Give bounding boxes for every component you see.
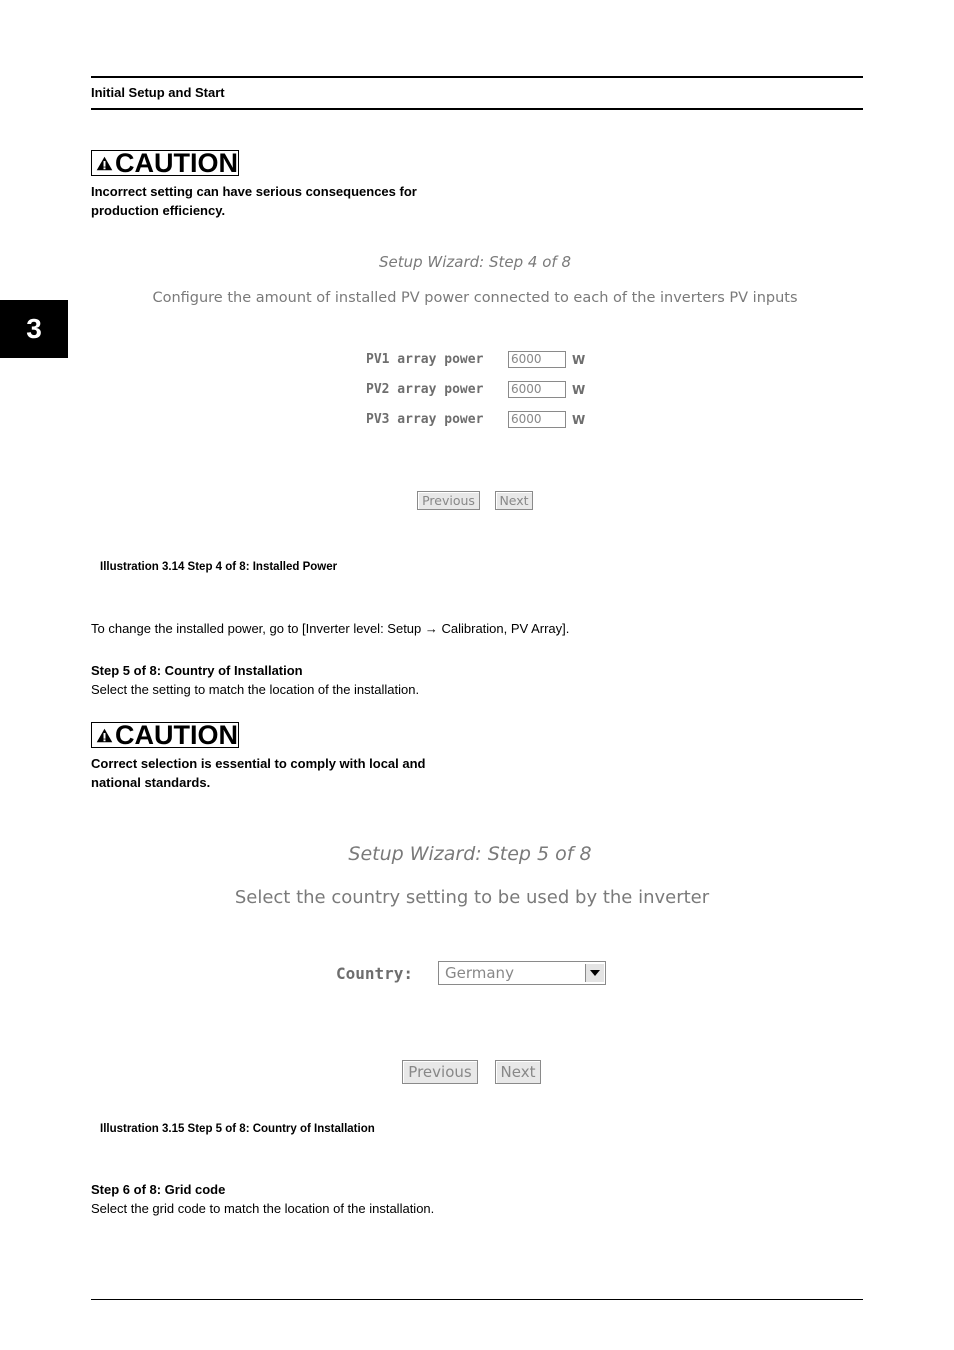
next-button[interactable]: Next [495,1060,541,1084]
caution-text: Correct selection is essential to comply with local and national standards. [91,756,426,790]
caution-box [91,722,239,748]
caution-label: CAUTION [115,148,238,178]
header-top-rule [91,76,863,78]
illustration-caption: Illustration 3.14 Step 4 of 8: Installed Power [100,561,338,573]
header-bottom-rule [91,108,863,110]
pv2-power-input[interactable]: 6000 [508,381,566,398]
pv1-label: PV1 array power [366,352,484,367]
step6-heading: Step 6 of 8: Grid code [91,1182,226,1197]
pv3-power-input[interactable]: 6000 [508,411,566,428]
chapter-tab: 3 [0,300,68,358]
next-button[interactable]: Next [495,491,533,510]
pv3-unit: W [572,413,586,427]
country-label: Country: [336,964,414,983]
step5-text: Select the setting to match the location of the installation. [91,682,420,697]
footer-rule [91,1299,863,1300]
country-select[interactable] [438,961,606,985]
country-select-value: Germany [445,964,514,982]
caution-text: Incorrect setting can have serious consequences for production efficiency. [91,184,417,218]
warning-triangle-icon [96,153,113,174]
pv3-label: PV3 array power [366,412,484,427]
pv1-power-input[interactable]: 6000 [508,351,566,368]
step5-heading: Step 5 of 8: Country of Installation [91,663,303,678]
caution-box [91,150,239,176]
wizard-subtitle: Configure the amount of installed PV power connected to each of the inverters PV inputs [152,290,798,306]
wizard-subtitle: Select the country setting to be used by the inverter [234,887,710,908]
caution-label: CAUTION [115,720,238,750]
chevron-down-icon[interactable] [585,964,604,982]
pv2-unit: W [572,383,586,397]
installed-power-paragraph: To change the installed power, go to [Inverter level: Setup → Calibration, PV Array]. [91,621,570,636]
warning-triangle-icon [96,725,113,746]
previous-button[interactable]: Previous [417,491,480,510]
pv1-unit: W [572,353,586,367]
step6-text: Select the grid code to match the location of the installation. [91,1201,435,1216]
running-header: Initial Setup and Start [91,85,225,100]
wizard-title: Setup Wizard: Step 4 of 8 [378,253,571,271]
pv2-label: PV2 array power [366,382,484,397]
previous-button[interactable]: Previous [402,1060,478,1084]
wizard-title: Setup Wizard: Step 5 of 8 [348,843,592,865]
illustration-caption: Illustration 3.15 Step 5 of 8: Country of Installation [100,1123,375,1135]
